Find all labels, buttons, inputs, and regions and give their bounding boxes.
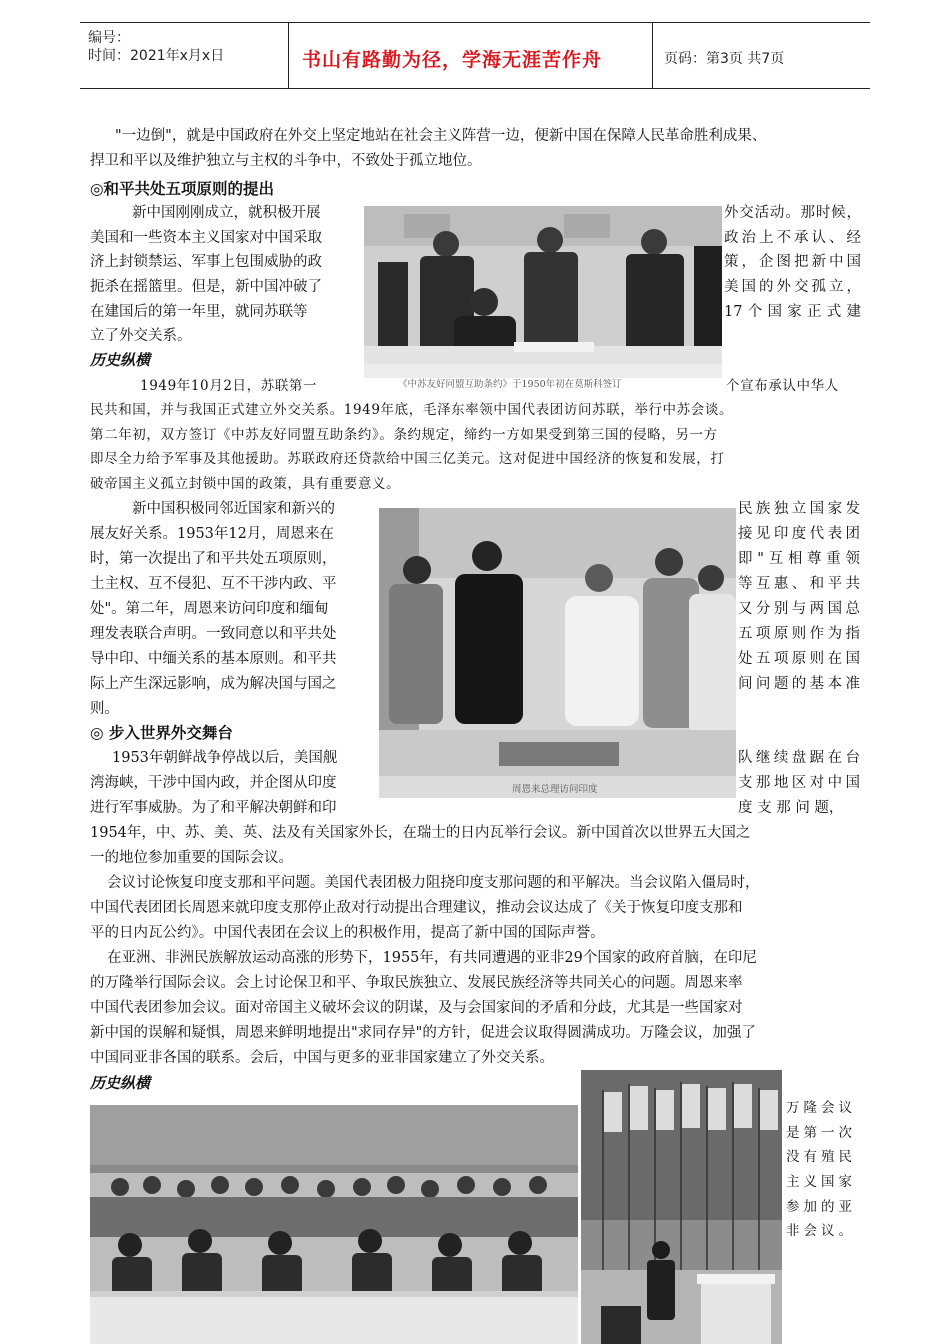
s1-left-line: 扼杀在摇篮里。但是，新中国冲破了 <box>90 279 322 295</box>
p2-left-line: 展友好关系。1953年12月，周恩来在 <box>90 526 334 542</box>
bandung-side-line: 主义国家 <box>786 1174 856 1190</box>
history1-line: 破帝国主义孤立封锁中国的政策，具有重要意义。 <box>90 476 401 492</box>
p2-left-line: 处"。第二年，周恩来访问印度和缅甸 <box>90 601 329 617</box>
p2-right-line: 又分别与两国总 <box>738 601 860 617</box>
s1-right-line: 17个国家正式建 <box>724 304 861 320</box>
history1-line: 民共和国，并与我国正式建立外交关系。1949年底，毛泽东率领中国代表团访问苏联，举行中苏会谈。 <box>90 402 734 418</box>
p2-right-line: 等互惠、和平共 <box>738 576 860 592</box>
bandung-conference-photo <box>581 1070 782 1344</box>
bandung-side-line: 是第一次 <box>786 1125 856 1141</box>
history1-line-first-left: 1949年10月2日，苏联第一 <box>140 378 318 394</box>
p4-line: 中国代表团参加会议。面对帝国主义破坏会议的阴谋，及与会国家间的矛盾和分歧，尤其是一些国家对 <box>90 1000 743 1016</box>
p2-left-line: 理发表联合声明。一致同意以和平共处 <box>90 626 337 642</box>
s2-right-line: 队继续盘踞在台 <box>738 750 860 766</box>
p4-line: 的万隆举行国际会议。会上讨论保卫和平、争取民族独立、发展民族经济等共同关心的问题。周恩来率 <box>90 975 743 991</box>
bandung-side-line: 万隆会议 <box>786 1100 856 1116</box>
s1-left-line: 在建国后的第一年里，就同苏联等 <box>90 304 308 320</box>
p3-line: 中国代表团团长周恩来就印度支那停止敌对行动提出合理建议，推动会议达成了《关于恢复印度支那和 <box>90 900 743 916</box>
india-photo-caption: 周恩来总理访问印度 <box>512 784 598 795</box>
header-motto: 书山有路勤为径，学海无涯苦作舟 <box>302 49 603 71</box>
india-visit-photo <box>379 508 736 798</box>
history-label-2: 历史纵横 <box>90 1074 151 1092</box>
date-line: 时间：2021年x月x日 <box>88 48 225 64</box>
s2-left-line: 1953年朝鲜战争停战以后，美国舰 <box>112 750 338 766</box>
p2-right-line: 接见印度代表团 <box>738 526 860 542</box>
s2-right-line: 支那地区对中国 <box>738 775 860 791</box>
p2-left-line: 时，第一次提出了和平共处五项原则， <box>90 551 337 567</box>
bandung-side-line: 非会议。 <box>786 1223 856 1239</box>
s2-left-line: 湾海峡，干涉中国内政，并企图从印度 <box>90 775 337 791</box>
s2-full-line: 一的地位参加重要的国际会议。 <box>90 850 293 866</box>
p2-right-line: 即"互相尊重领 <box>738 551 860 567</box>
p2-right-line: 五项原则作为指 <box>738 626 860 642</box>
history-label: 历史纵横 <box>90 351 151 369</box>
number-label: 编号： <box>88 30 130 46</box>
p2-left-line: 土主权、互不侵犯、互不干涉内政、平 <box>90 576 337 592</box>
s1-left-line: 新中国刚刚成立，就积极开展 <box>132 205 321 221</box>
intro-line-2: 捍卫和平以及维护独立与主权的斗争中，不致处于孤立地位。 <box>90 153 482 169</box>
p4-line: 新中国的误解和疑惧，周恩来鲜明地提出"求同存异"的方针，促进会议取得圆满成功。万隆会议，加强了 <box>90 1025 756 1041</box>
bandung-side-line: 没有殖民 <box>786 1149 856 1165</box>
history1-line: 第二年初，双方签订《中苏友好同盟互助条约》。条约规定，缔约一方如果受到第三国的侵略，另一方 <box>90 427 718 443</box>
section-heading-world-stage: ◎ 步入世界外交舞台 <box>90 724 233 742</box>
intro-line-1: "一边倒"，就是中国政府在外交上坚定地站在社会主义阵营一边，便新中国在保障人民革命胜利成果、 <box>115 128 767 144</box>
page-indicator: 页码：第3页 共7页 <box>664 51 785 67</box>
conference-delegation-photo <box>90 1105 578 1344</box>
s2-left-line: 进行军事威胁。为了和平解决朝鲜和印 <box>90 800 337 816</box>
s1-right-line: 美国的外交孤立， <box>724 279 861 295</box>
s2-full-line: 1954年，中、苏、美、英、法及有关国家外长，在瑞士的日内瓦举行会议。新中国首次以世界五大国之 <box>90 825 751 841</box>
section-heading-five-principles: ◎和平共处五项原则的提出 <box>90 180 275 198</box>
p4-line: 中国同亚非各国的联系。会后，中国与更多的亚非国家建立了外交关系。 <box>90 1050 554 1066</box>
s1-left-line: 立了外交关系。 <box>90 328 192 344</box>
p3-line: 会议讨论恢复印度支那和平问题。美国代表团极力阻挠印度支那问题的和平解决。当会议陷入僵局时， <box>107 875 760 891</box>
treaty-photo-caption: 《中苏友好同盟互助条约》于1950年初在莫斯科签订 <box>398 379 622 390</box>
s1-left-line: 美国和一些资本主义国家对中国采取 <box>90 230 322 246</box>
p2-left-line: 新中国积极同邻近国家和新兴的 <box>132 501 335 517</box>
p2-right-line: 间问题的基本准 <box>738 676 860 692</box>
s1-right-line: 策，企图把新中国 <box>724 254 861 270</box>
p2-left-line: 际上产生深远影响，成为解决国与国之 <box>90 676 337 692</box>
bandung-side-line: 参加的亚 <box>786 1199 856 1215</box>
p3-line: 平的日内瓦公约》。中国代表团在会议上的积极作用，提高了新中国的国际声誉。 <box>90 925 605 941</box>
s2-right-line: 度 支 那 问 题， <box>738 800 844 816</box>
p2-left-line: 则。 <box>90 701 119 717</box>
history1-line-first-right: 个宣布承认中华人 <box>726 378 839 394</box>
p2-left-line: 导中印、中缅关系的基本原则。和平共 <box>90 651 337 667</box>
p2-right-line: 民族独立国家发 <box>738 501 860 517</box>
history1-line: 即尽全力给予军事及其他援助。苏联政府还贷款给中国三亿美元。这对促进中国经济的恢复和发展，打 <box>90 451 725 467</box>
s1-left-line: 济上封锁禁运、军事上包围威胁的政 <box>90 254 322 270</box>
s1-right-line: 政治上不承认、经 <box>724 230 861 246</box>
s1-right-line: 外交活动。那时候， <box>724 205 861 221</box>
p4-line: 在亚洲、非洲民族解放运动高涨的形势下，1955年，有共同遭遇的亚非29个国家的政府首脑，在印尼 <box>107 950 757 966</box>
p2-right-line: 处五项原则在国 <box>738 651 860 667</box>
treaty-signing-photo <box>364 206 722 378</box>
